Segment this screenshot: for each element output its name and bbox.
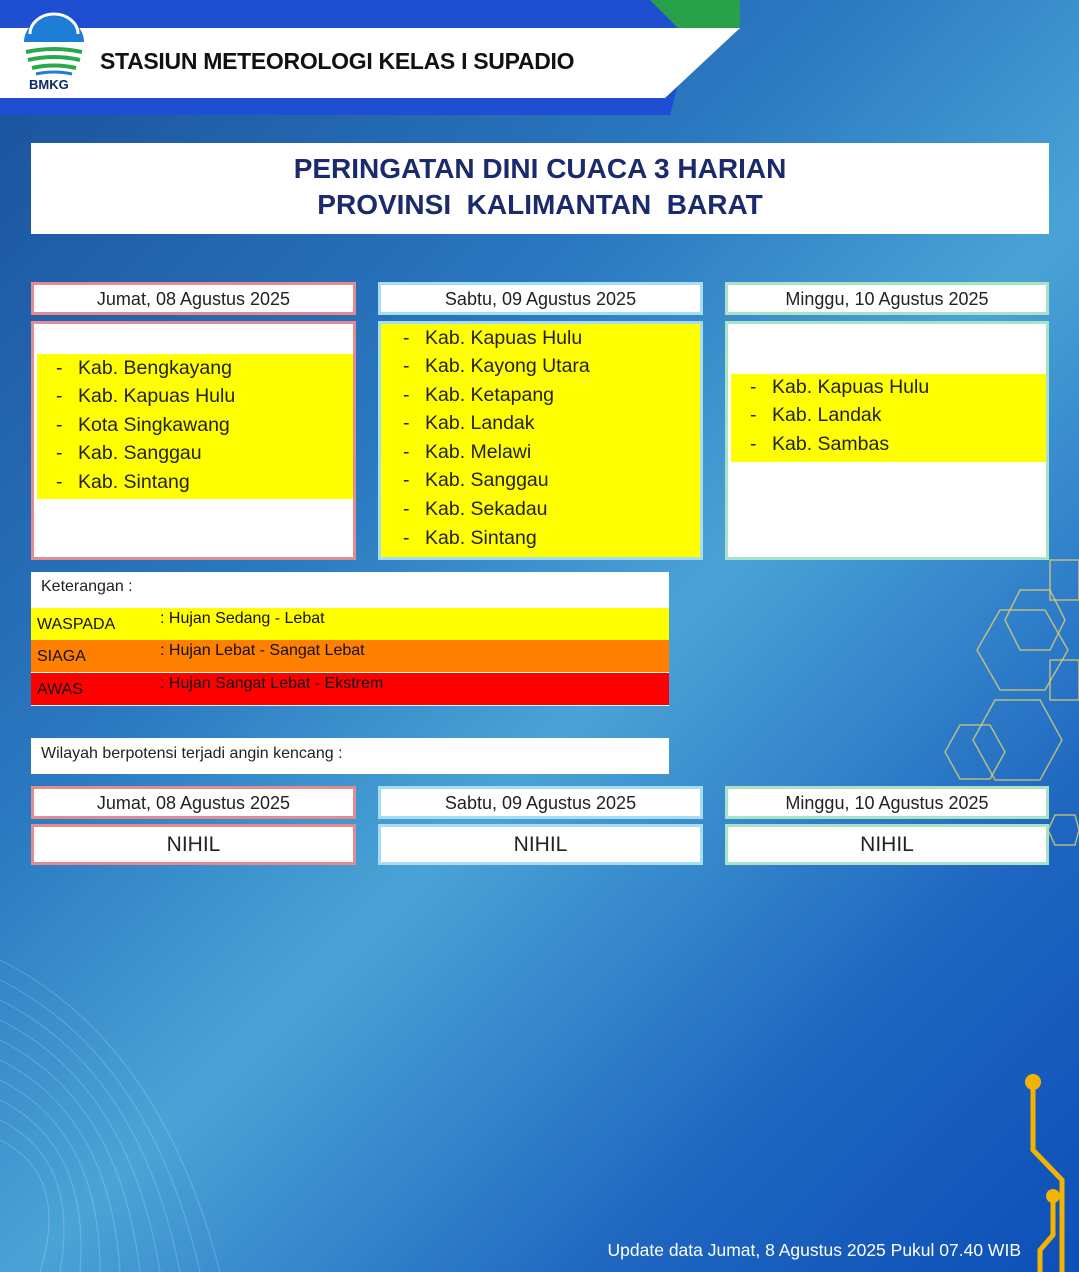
logo-text: BMKG: [29, 77, 69, 92]
region-item: - Kab. Sintang: [403, 527, 537, 549]
region-list-day-2: [378, 321, 703, 560]
region-item: - Kab. Bengkayang: [56, 357, 232, 379]
legend-level-name: SIAGA: [37, 648, 86, 665]
wind-section-label: Wilayah berpotensi terjadi angin kencang :: [31, 738, 669, 774]
legend: [31, 572, 669, 706]
legend-level-desc: : Hujan Lebat - Sangat Lebat: [160, 642, 365, 659]
region-item: - Kab. Sambas: [750, 433, 890, 455]
station-title: STASIUN METEOROLOGI KELAS I SUPADIO: [100, 48, 575, 74]
wind-date-day-1: Jumat, 08 Agustus 2025: [31, 786, 356, 819]
region-item: - Kota Singkawang: [56, 414, 230, 436]
title-line-2: PROVINSI KALIMANTAN BARAT: [317, 189, 763, 220]
legend-level-name: AWAS: [37, 681, 83, 698]
region-item: - Kab. Sanggau: [403, 469, 549, 491]
legend-row-waspada: [31, 608, 669, 640]
legend-level-desc: : Hujan Sangat Lebat - Ekstrem: [160, 675, 384, 692]
legend-row-awas: [31, 673, 669, 705]
legend-level-name: WASPADA: [37, 616, 116, 633]
date-day-2: Sabtu, 09 Agustus 2025: [378, 282, 703, 315]
title-line-1: PERINGATAN DINI CUACA 3 HARIAN: [293, 153, 787, 184]
region-list-day-1: [31, 321, 356, 560]
wind-status-day-3: NIHIL: [725, 824, 1049, 865]
region-item: - Kab. Kapuas Hulu: [750, 376, 930, 398]
region-item: - Kab. Kapuas Hulu: [403, 327, 583, 349]
region-item: - Kab. Sekadau: [403, 498, 548, 520]
wind-status-day-1: NIHIL: [31, 824, 356, 865]
region-item: - Kab. Kayong Utara: [403, 355, 590, 377]
update-timestamp: Update data Jumat, 8 Agustus 2025 Pukul 07.40 WIB: [607, 1240, 1021, 1260]
region-item: - Kab. Sintang: [56, 471, 190, 493]
region-item: - Kab. Landak: [750, 404, 882, 426]
region-item: - Kab. Kapuas Hulu: [56, 385, 236, 407]
legend-level-desc: : Hujan Sedang - Lebat: [160, 610, 325, 627]
region-item: - Kab. Sanggau: [56, 442, 202, 464]
region-list-day-3: [725, 321, 1049, 560]
region-item: - Kab. Melawi: [403, 441, 532, 463]
legend-row-siaga: [31, 640, 669, 672]
wind-date-day-3: Minggu, 10 Agustus 2025: [725, 786, 1049, 819]
date-day-3: Minggu, 10 Agustus 2025: [725, 282, 1049, 315]
legend-title: Keterangan :: [41, 578, 133, 595]
wind-date-day-2: Sabtu, 09 Agustus 2025: [378, 786, 703, 819]
region-item: - Kab. Ketapang: [403, 384, 555, 406]
region-item: - Kab. Landak: [403, 412, 535, 434]
date-day-1: Jumat, 08 Agustus 2025: [31, 282, 356, 315]
warning-title: [31, 143, 1049, 234]
wind-status-day-2: NIHIL: [378, 824, 703, 865]
